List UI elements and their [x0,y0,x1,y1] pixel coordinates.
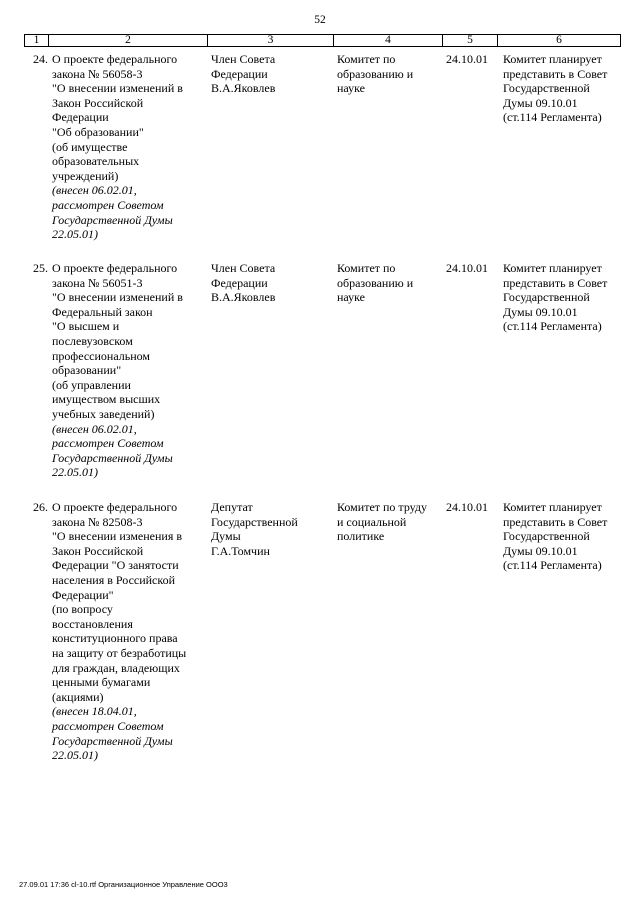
title-line: для граждан, владеющих [52,660,180,675]
column-header-6: 6 [498,35,621,47]
committee-line: Комитет по [337,52,396,66]
author-line: Федерации [211,66,268,81]
title-line: Федерации [52,110,109,125]
entry-date: 24.10.01 [446,261,488,275]
column-header-5: 5 [443,35,498,47]
status-line: 22.05.01) [52,227,98,242]
status-line: Государственной Думы [52,212,173,227]
title-line: закона № 82508-3 [52,514,143,529]
bill-author [211,52,275,96]
author-line: Член Совета [211,52,276,66]
author-line: Г.А.Томчин [211,543,270,558]
title-line: Закон Российской [52,95,144,110]
title-line: (об имуществе [52,139,128,154]
status-line: Государственной Думы [52,450,173,465]
column-header-3: 3 [208,35,334,47]
page-number: 52 [314,14,326,26]
plan-line: Думы 09.10.01 [503,95,578,110]
title-line: Федерации "О занятости [52,558,179,573]
plan-line: (ст.114 Регламента) [503,110,602,125]
plan-line: Комитет планирует [503,500,602,514]
title-line: восстановления [52,616,133,631]
title-line: учреждений) [52,168,119,183]
title-line: послевузовском [52,333,133,348]
bill-title [52,500,186,763]
title-line: населения в Российской [52,572,176,587]
responsible-committee [337,500,427,544]
plan-line: представить в Совет [503,275,608,290]
column-number-header [24,34,621,47]
committee-line: Комитет по труду [337,500,428,514]
plan-line: представить в Совет [503,66,608,81]
title-line: Федеральный закон [52,304,153,319]
author-line: Депутат [211,500,253,514]
plan-line: (ст.114 Регламента) [503,558,602,573]
title-line: О проекте федерального [52,52,178,66]
plan-line: (ст.114 Регламента) [503,319,602,334]
status-line: Государственной Думы [52,733,173,748]
entry-number: 26. [33,500,48,514]
status-line: рассмотрен Советом [52,197,164,212]
title-line: Федерации" [52,587,114,602]
entry-date: 24.10.01 [446,500,488,514]
author-line: Думы [211,529,241,544]
committee-plan [503,261,607,334]
status-line: (внесен 06.02.01, [52,421,137,436]
title-line: (об управлении [52,377,131,392]
title-line: закона № 56051-3 [52,275,143,290]
title-line: профессиональном [52,348,150,363]
column-header-4: 4 [334,35,443,47]
title-line: "О внесении изменений в [52,81,183,96]
title-line: образовательных [52,154,140,169]
title-line: О проекте федерального [52,500,178,514]
title-line: учебных заведений) [52,406,155,421]
committee-plan [503,52,607,125]
title-line: О проекте федерального [52,261,178,275]
plan-line: Комитет планирует [503,261,602,275]
author-line: В.А.Яковлев [211,290,276,305]
title-line: закона № 56058-3 [52,66,143,81]
title-line: "О внесении изменений в [52,290,183,305]
title-line: образовании" [52,363,122,378]
author-line: Член Совета [211,261,276,275]
title-line: (акциями) [52,689,104,704]
author-line: Федерации [211,275,268,290]
title-line: конституционного права [52,631,178,646]
status-line: 22.05.01) [52,748,98,763]
committee-line: политике [337,529,385,544]
document-footer: 27.09.01 17:36 cl-10.rtf Организационное Управление ООО3 [19,880,228,889]
title-line: Закон Российской [52,543,144,558]
status-line: рассмотрен Советом [52,436,164,451]
title-line: имуществом высших [52,392,161,407]
responsible-committee [337,261,413,305]
plan-line: Думы 09.10.01 [503,543,578,558]
bill-title [52,52,183,242]
plan-line: Комитет планирует [503,52,602,66]
status-line: (внесен 18.04.01, [52,704,137,719]
plan-line: Государственной [503,529,590,544]
committee-plan [503,500,607,573]
committee-line: Комитет по [337,261,396,275]
committee-line: образованию и [337,275,414,290]
bill-author [211,261,275,305]
author-line: В.А.Яковлев [211,81,276,96]
bill-author [211,500,298,558]
plan-line: представить в Совет [503,514,608,529]
status-line: рассмотрен Советом [52,718,164,733]
plan-line: Государственной [503,290,590,305]
title-line: (по вопросу [52,602,113,617]
status-line: 22.05.01) [52,465,98,480]
title-line: "О высшем и [52,319,120,334]
committee-line: науке [337,290,365,305]
entry-number: 25. [33,261,48,275]
column-header-1: 1 [25,35,49,47]
title-line: "О внесении изменения в [52,529,183,544]
title-line: "Об образовании" [52,124,144,139]
plan-line: Думы 09.10.01 [503,304,578,319]
responsible-committee [337,52,413,96]
author-line: Государственной [211,514,298,529]
title-line: на защиту от безработицы [52,645,187,660]
title-line: ценными бумагами [52,675,151,690]
committee-line: образованию и [337,66,414,81]
column-header-2: 2 [49,35,208,47]
plan-line: Государственной [503,81,590,96]
bill-title [52,261,183,480]
entry-number: 24. [33,52,48,66]
committee-line: науке [337,81,365,96]
entry-date: 24.10.01 [446,52,488,66]
status-line: (внесен 06.02.01, [52,183,137,198]
committee-line: и социальной [337,514,407,529]
